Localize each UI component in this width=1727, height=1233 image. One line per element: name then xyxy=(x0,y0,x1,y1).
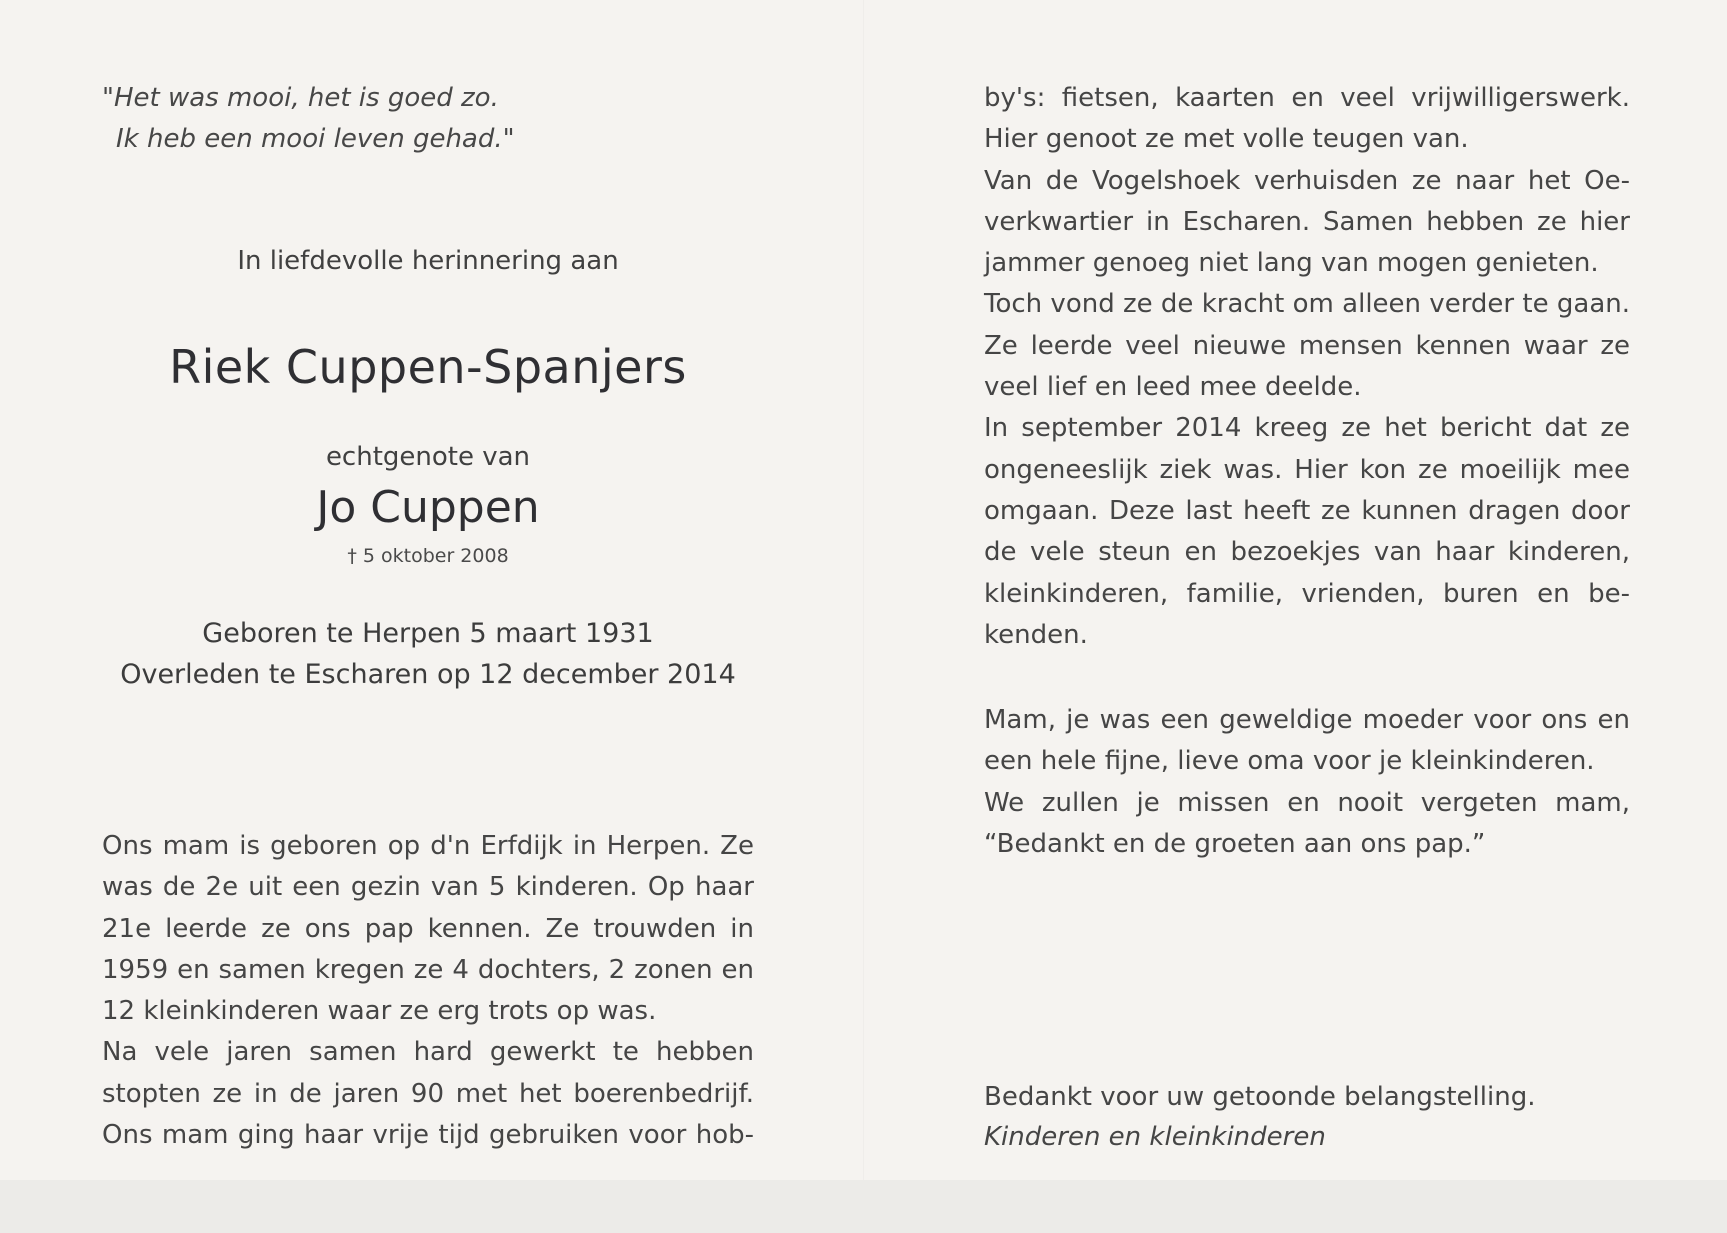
story-line: 1959 en samen kregen ze 4 dochters, 2 zonen en xyxy=(102,954,754,985)
story-line: Hier genoot ze met volle teugen van. xyxy=(984,124,1469,155)
story-line: stopten ze in de jaren 90 met het boerenbedrijf. xyxy=(102,1078,754,1109)
story-line: ongeneeslijk ziek was. Hier kon ze moeilijk mee xyxy=(984,454,1630,485)
story-line: verkwartier in Escharen. Samen hebben ze hier xyxy=(984,206,1630,237)
closing-line: Mam, je was een geweldige moeder voor ons en xyxy=(984,705,1630,735)
story-line: 21e leerde ze ons pap kennen. Ze trouwden in xyxy=(102,913,754,944)
story-line: kleinkinderen, familie, vrienden, buren en be- xyxy=(984,578,1630,609)
story-line: kenden. xyxy=(984,619,1088,650)
in-memory-heading: In liefdevolle herinnering aan xyxy=(237,246,619,276)
signature: Kinderen en kleinkinderen xyxy=(984,1122,1326,1152)
opening-quote xyxy=(102,78,515,160)
acknowledgement xyxy=(984,1077,1535,1157)
story-line: by's: fietsen, kaarten en veel vrijwilligerswerk. xyxy=(984,83,1630,113)
story-line: Na vele jaren samen hard gewerkt te hebben xyxy=(102,1037,754,1068)
story-line: In september 2014 kreeg ze het bericht dat ze xyxy=(984,413,1630,444)
spouse-death-date: † 5 oktober 2008 xyxy=(347,545,509,567)
story-line: omgaan. Deze last heeft ze kunnen dragen door xyxy=(984,495,1630,526)
closing-message xyxy=(984,700,1630,865)
card-fold xyxy=(863,0,864,1180)
quote-line-1: "Het was mooi, het is goed zo. xyxy=(102,83,499,113)
story-line: Ze leerde veel nieuwe mensen kennen waar ze xyxy=(984,330,1630,361)
closing-line: We zullen je missen en nooit vergeten mam, xyxy=(984,787,1630,818)
thanks-line: Bedankt voor uw getoonde belangstelling. xyxy=(984,1082,1536,1112)
scan-background xyxy=(0,1180,1727,1233)
birth-line: Geboren te Herpen 5 maart 1931 xyxy=(202,618,654,649)
death-line: Overleden te Escharen op 12 december 2014 xyxy=(120,659,736,690)
closing-line: “Bedankt en de groeten aan ons pap.” xyxy=(984,828,1486,859)
story-line: veel lief en leed mee deelde. xyxy=(984,372,1362,403)
story-line: jammer genoeg niet lang van mogen genieten. xyxy=(984,248,1599,279)
quote-line-2: Ik heb een mooi leven gehad." xyxy=(116,124,515,154)
life-story-part-1 xyxy=(102,826,754,1156)
story-line: 12 kleinkinderen waar ze erg trots op was. xyxy=(102,996,657,1027)
life-story-part-2 xyxy=(984,78,1630,656)
story-line: de vele steun en bezoekjes van haar kinderen, xyxy=(984,537,1630,568)
spouse-name: Jo Cuppen xyxy=(316,482,540,533)
story-line: Ons mam is geboren op d'n Erfdijk in Herpen. Ze xyxy=(102,831,754,861)
closing-line: een hele fijne, lieve oma voor je kleinkinderen. xyxy=(984,746,1595,777)
story-line: Toch vond ze de kracht om alleen verder te gaan. xyxy=(984,289,1630,320)
story-line: Van de Vogelshoek verhuisden ze naar het Oe- xyxy=(984,165,1630,196)
spouse-of-label: echtgenote van xyxy=(325,442,531,472)
deceased-name: Riek Cuppen-Spanjers xyxy=(169,340,687,394)
story-line: Ons mam ging haar vrije tijd gebruiken voor hob- xyxy=(102,1120,754,1151)
story-line: was de 2e uit een gezin van 5 kinderen. Op haar xyxy=(102,872,754,903)
